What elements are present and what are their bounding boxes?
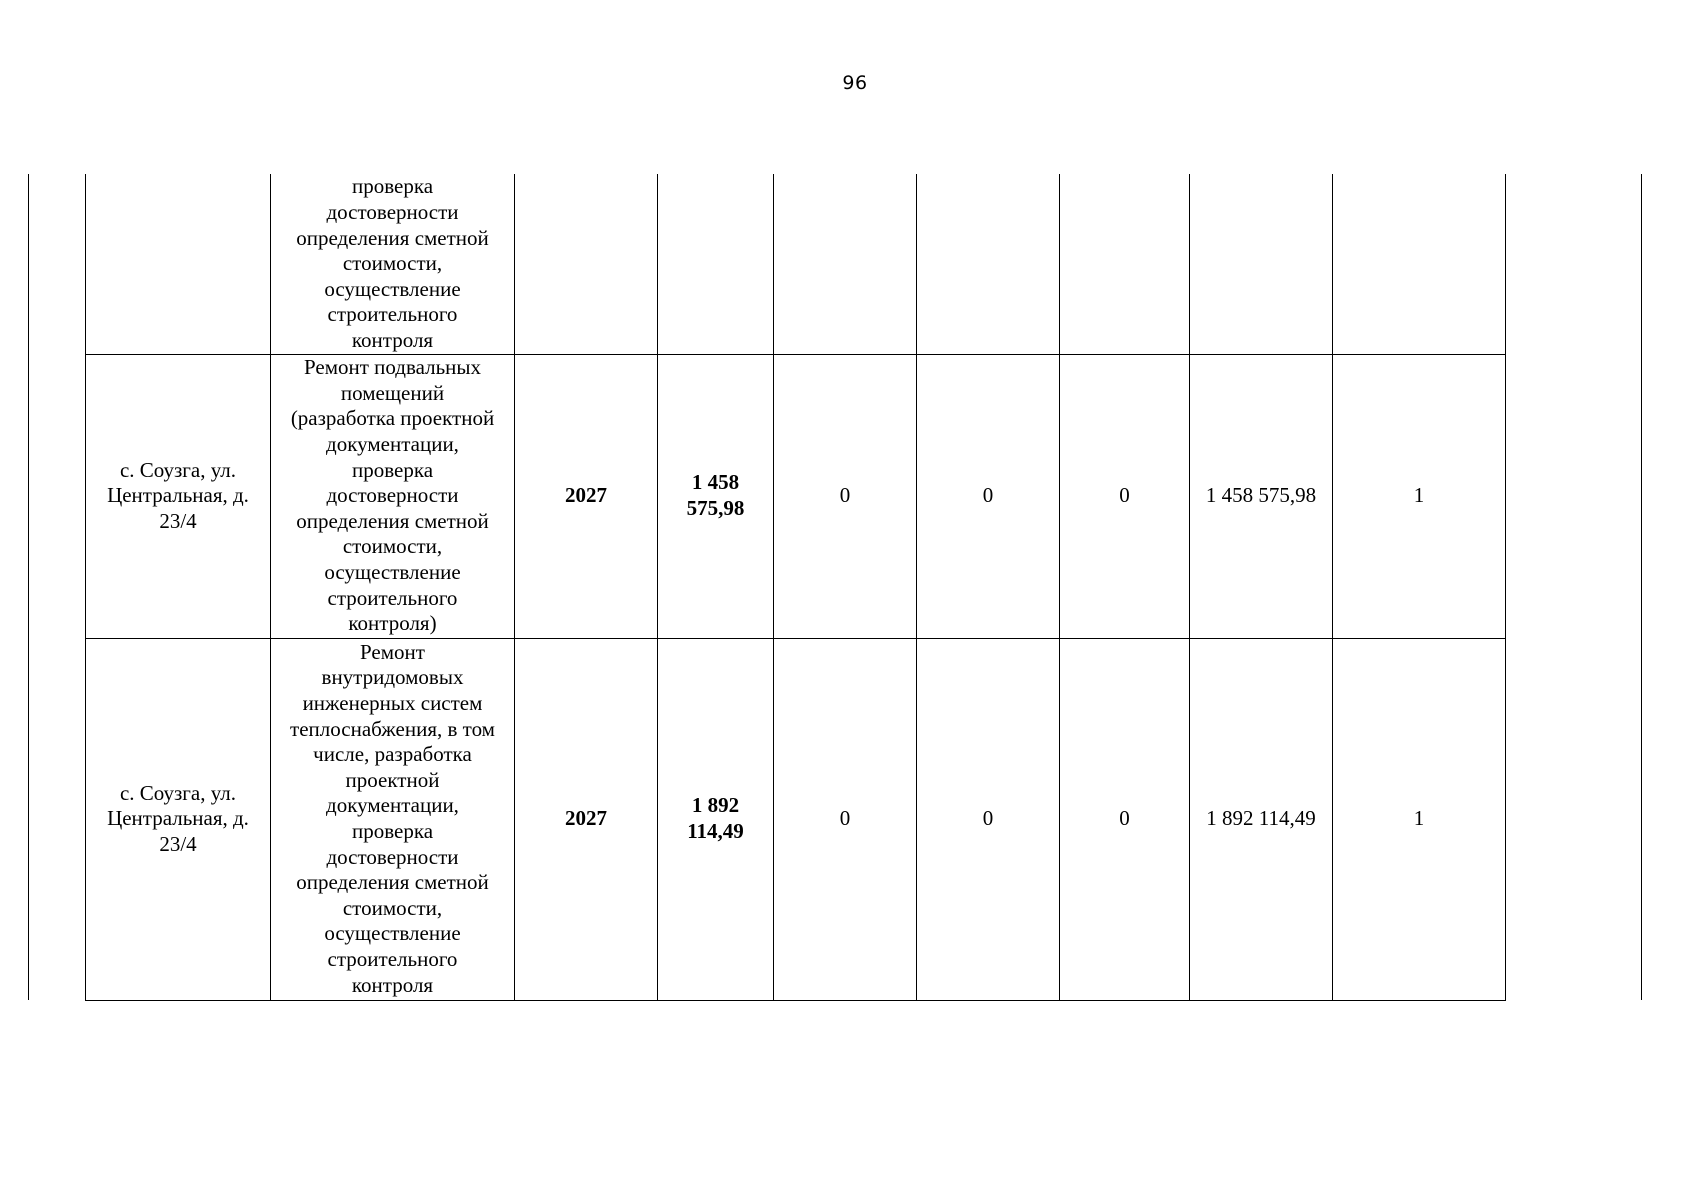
table-row xyxy=(29,354,1642,638)
work-cell: Ремонт подвальных помещений (разработка проектной документации, проверка достоверности определения сметной стоимости, осуществление строительного контроля) xyxy=(271,354,515,638)
local-cell: 0 xyxy=(1060,638,1190,1000)
table-row xyxy=(29,638,1642,1000)
total-cell xyxy=(658,174,774,354)
owners-cell: 1 458 575,98 xyxy=(1190,354,1333,638)
page-number: 96 xyxy=(842,72,868,94)
owners-cell: 1 892 114,49 xyxy=(1190,638,1333,1000)
regional-cell: 0 xyxy=(917,638,1060,1000)
count-cell: 1 xyxy=(1333,638,1506,1000)
owners-cell xyxy=(1190,174,1333,354)
local-cell xyxy=(1060,174,1190,354)
fund-cell xyxy=(774,174,917,354)
count-cell: 1 xyxy=(1333,354,1506,638)
work-cell: проверка достоверности определения сметной стоимости, осуществление строительного контроля xyxy=(271,174,515,354)
program-table xyxy=(28,174,1642,1001)
total-cell: 1 458 575,98 xyxy=(658,354,774,638)
year-cell xyxy=(515,174,658,354)
local-cell: 0 xyxy=(1060,354,1190,638)
count-cell xyxy=(1333,174,1506,354)
regional-cell: 0 xyxy=(917,354,1060,638)
address-cell xyxy=(86,174,271,354)
address-cell: с. Соузга, ул. Центральная, д. 23/4 xyxy=(86,354,271,638)
year-cell: 2027 xyxy=(515,638,658,1000)
year-cell: 2027 xyxy=(515,354,658,638)
regional-cell xyxy=(917,174,1060,354)
fund-cell: 0 xyxy=(774,354,917,638)
table-row xyxy=(29,174,1642,354)
fund-cell: 0 xyxy=(774,638,917,1000)
number-cell xyxy=(29,174,86,1000)
last-cell xyxy=(1506,174,1642,1000)
total-cell: 1 892 114,49 xyxy=(658,638,774,1000)
work-cell: Ремонт внутридомовых инженерных систем теплоснабжения, в том числе, разработка проектной документации, проверка достоверности определения сметной стоимости, осуществление строительного контроля xyxy=(271,638,515,1000)
address-cell: с. Соузга, ул. Центральная, д. 23/4 xyxy=(86,638,271,1000)
